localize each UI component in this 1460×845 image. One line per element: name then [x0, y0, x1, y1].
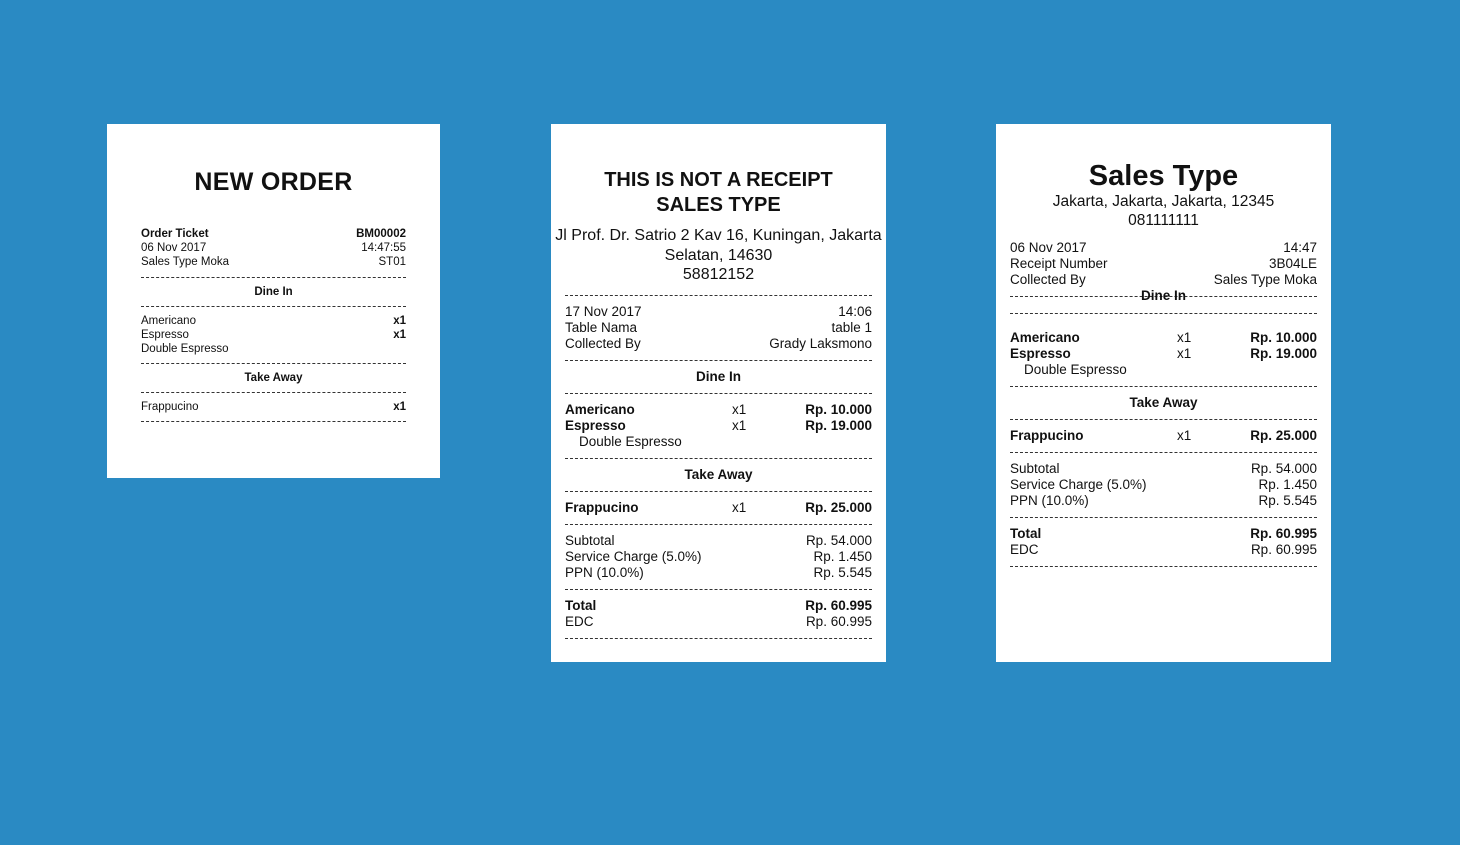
- list-item: [1010, 346, 1317, 362]
- total-label: Total: [565, 597, 597, 613]
- item-modifier: Double Espresso: [579, 433, 682, 449]
- header-row: [1010, 240, 1317, 256]
- header-label: Collected By: [565, 335, 641, 351]
- payment-value: Rp. 60.995: [805, 613, 872, 629]
- order-ticket: [107, 124, 440, 478]
- payment-row: [565, 614, 872, 630]
- item-qty: x1: [1177, 330, 1192, 345]
- divider: [1010, 419, 1317, 420]
- receipt-header: [1010, 240, 1317, 288]
- summary-value: Rp. 1.450: [1258, 477, 1317, 492]
- header-value: 14:47:55: [361, 242, 406, 254]
- item-qty: x1: [1177, 346, 1192, 361]
- item-name: Espresso: [565, 417, 626, 433]
- order-ticket-header: [141, 227, 406, 269]
- header-label: 06 Nov 2017: [1010, 240, 1087, 255]
- dine-in-items: [141, 314, 406, 356]
- section-title-dine-in: Dine In: [254, 286, 293, 298]
- item-qty: x1: [393, 401, 406, 413]
- section-title-dine-in: Dine In: [1140, 288, 1186, 303]
- bill-header: [565, 304, 872, 352]
- address-line: Jakarta, Jakarta, Jakarta, 12345: [1052, 193, 1275, 210]
- header-label: Table Nama: [565, 319, 638, 335]
- header-label: Sales Type Moka: [141, 256, 230, 268]
- header-value: Sales Type Moka: [1213, 272, 1317, 287]
- bill-title-line: SALES TYPE: [656, 194, 781, 216]
- header-row: [565, 336, 872, 352]
- divider: [565, 360, 872, 361]
- divider: [141, 421, 406, 422]
- order-ticket-title: NEW ORDER: [194, 168, 353, 196]
- divider: [565, 393, 872, 394]
- bill-receipt: [551, 124, 886, 662]
- item-price: Rp. 19.000: [1250, 346, 1317, 361]
- list-item: [565, 418, 872, 434]
- divider: [141, 363, 406, 364]
- summary-label: PPN (10.0%): [565, 564, 644, 580]
- total-label: Total: [1010, 526, 1042, 541]
- tax-row: [1010, 493, 1317, 509]
- header-row: [1010, 272, 1317, 288]
- header-value: table 1: [831, 319, 872, 335]
- item-qty: x1: [393, 329, 406, 341]
- phone-number: 58812152: [682, 266, 755, 283]
- item-name: Frappucino: [565, 499, 639, 515]
- total-row: [1010, 526, 1317, 542]
- receipt-address: [1010, 192, 1317, 230]
- divider: [565, 458, 872, 459]
- summary-value: Rp. 54.000: [1250, 461, 1317, 476]
- divider: [565, 295, 872, 296]
- header-value: 14:06: [838, 303, 872, 319]
- payment-row: [1010, 542, 1317, 558]
- take-away-items: [1010, 428, 1317, 444]
- dine-in-items: [565, 402, 872, 450]
- header-label: Receipt Number: [1010, 256, 1108, 271]
- item-name: Espresso: [141, 329, 189, 341]
- order-ticket-number-row: [141, 227, 406, 241]
- divider: [1010, 386, 1317, 387]
- item-price: Rp. 10.000: [805, 401, 872, 417]
- list-item: [565, 402, 872, 418]
- item-name: Americano: [1010, 330, 1080, 345]
- divider: [141, 306, 406, 307]
- total-value: Rp. 60.995: [805, 597, 872, 613]
- divider: [565, 491, 872, 492]
- list-item: [141, 314, 406, 328]
- header-label: 06 Nov 2017: [141, 242, 207, 254]
- section-title-dine-in: Dine In: [695, 368, 741, 384]
- address-line: Selatan, 14630: [664, 246, 773, 264]
- receipt-title: Sales Type: [1088, 160, 1239, 192]
- take-away-items: [141, 400, 406, 414]
- item-qty: x1: [732, 417, 747, 433]
- item-name: Americano: [565, 401, 635, 417]
- bill-title-line: THIS IS NOT A RECEIPT: [604, 169, 833, 191]
- section-title-take-away: Take Away: [244, 372, 303, 384]
- bill-address: [555, 226, 882, 285]
- header-value: ST01: [378, 256, 406, 268]
- divider: [141, 277, 406, 278]
- divider: [565, 524, 872, 525]
- take-away-items: [565, 500, 872, 516]
- divider: [565, 589, 872, 590]
- order-ticket-sales-type-row: [141, 255, 406, 269]
- bill-title: [565, 168, 872, 218]
- section-title-take-away: Take Away: [1129, 395, 1198, 410]
- receipt-total: [1010, 526, 1317, 558]
- divider: [1010, 517, 1317, 518]
- header-value: Grady Laksmono: [769, 335, 872, 351]
- list-item: [141, 400, 406, 414]
- summary-value: Rp. 5.545: [813, 564, 872, 580]
- header-row: [1010, 256, 1317, 272]
- item-price: Rp. 10.000: [1250, 330, 1317, 345]
- item-name: Frappucino: [141, 401, 199, 413]
- service-charge-row: [1010, 477, 1317, 493]
- divider: [565, 638, 872, 639]
- item-modifier: Double Espresso: [1024, 362, 1127, 377]
- bill-summary: [565, 533, 872, 581]
- summary-label: Service Charge (5.0%): [565, 548, 702, 564]
- service-charge-row: [565, 549, 872, 565]
- item-name: Frappucino: [1010, 428, 1084, 443]
- summary-label: Subtotal: [565, 532, 615, 548]
- bill-total: [565, 598, 872, 630]
- summary-label: PPN (10.0%): [1010, 493, 1089, 508]
- section-title-take-away: Take Away: [684, 466, 753, 482]
- list-item: [141, 342, 406, 356]
- item-price: Rp. 19.000: [805, 417, 872, 433]
- order-ticket-date-row: [141, 241, 406, 255]
- tax-row: [565, 565, 872, 581]
- address-line: Jl Prof. Dr. Satrio 2 Kav 16, Kuningan, Jakarta: [555, 227, 882, 244]
- item-qty: x1: [732, 499, 747, 515]
- summary-label: Subtotal: [1010, 461, 1060, 476]
- header-label: Collected By: [1010, 272, 1086, 287]
- payment-label: EDC: [565, 613, 594, 629]
- dine-in-items: [1010, 330, 1317, 378]
- payment-value: Rp. 60.995: [1250, 542, 1317, 557]
- phone-number: 081111111: [1128, 212, 1199, 229]
- header-value: BM00002: [356, 228, 406, 240]
- header-row: [565, 320, 872, 336]
- list-item: [1010, 330, 1317, 346]
- divider: [141, 392, 406, 393]
- summary-value: Rp. 54.000: [805, 532, 872, 548]
- total-value: Rp. 60.995: [1250, 526, 1317, 541]
- item-qty: x1: [1177, 428, 1192, 443]
- list-item: [141, 328, 406, 342]
- list-item: [565, 500, 872, 516]
- divider: [1010, 313, 1317, 314]
- item-name: Americano: [141, 315, 196, 327]
- divider: [1010, 566, 1317, 567]
- header-value: 3B04LE: [1268, 256, 1317, 271]
- divider: [1010, 452, 1317, 453]
- item-name: Double Espresso: [141, 343, 229, 355]
- payment-label: EDC: [1010, 542, 1039, 557]
- subtotal-row: [1010, 461, 1317, 477]
- item-price: Rp. 25.000: [805, 499, 872, 515]
- receipt-summary: [1010, 461, 1317, 509]
- total-row: [565, 598, 872, 614]
- header-label: 17 Nov 2017: [565, 303, 642, 319]
- list-item: [1010, 428, 1317, 444]
- summary-label: Service Charge (5.0%): [1010, 477, 1147, 492]
- summary-value: Rp. 5.545: [1258, 493, 1317, 508]
- header-label: Order Ticket: [141, 228, 209, 240]
- header-value: 14:47: [1283, 240, 1317, 255]
- header-row: [565, 304, 872, 320]
- subtotal-row: [565, 533, 872, 549]
- summary-value: Rp. 1.450: [813, 548, 872, 564]
- item-qty: x1: [732, 401, 747, 417]
- sales-receipt: [996, 124, 1331, 662]
- item-name: Espresso: [1010, 346, 1071, 361]
- item-qty: x1: [393, 315, 406, 327]
- item-price: Rp. 25.000: [1250, 428, 1317, 443]
